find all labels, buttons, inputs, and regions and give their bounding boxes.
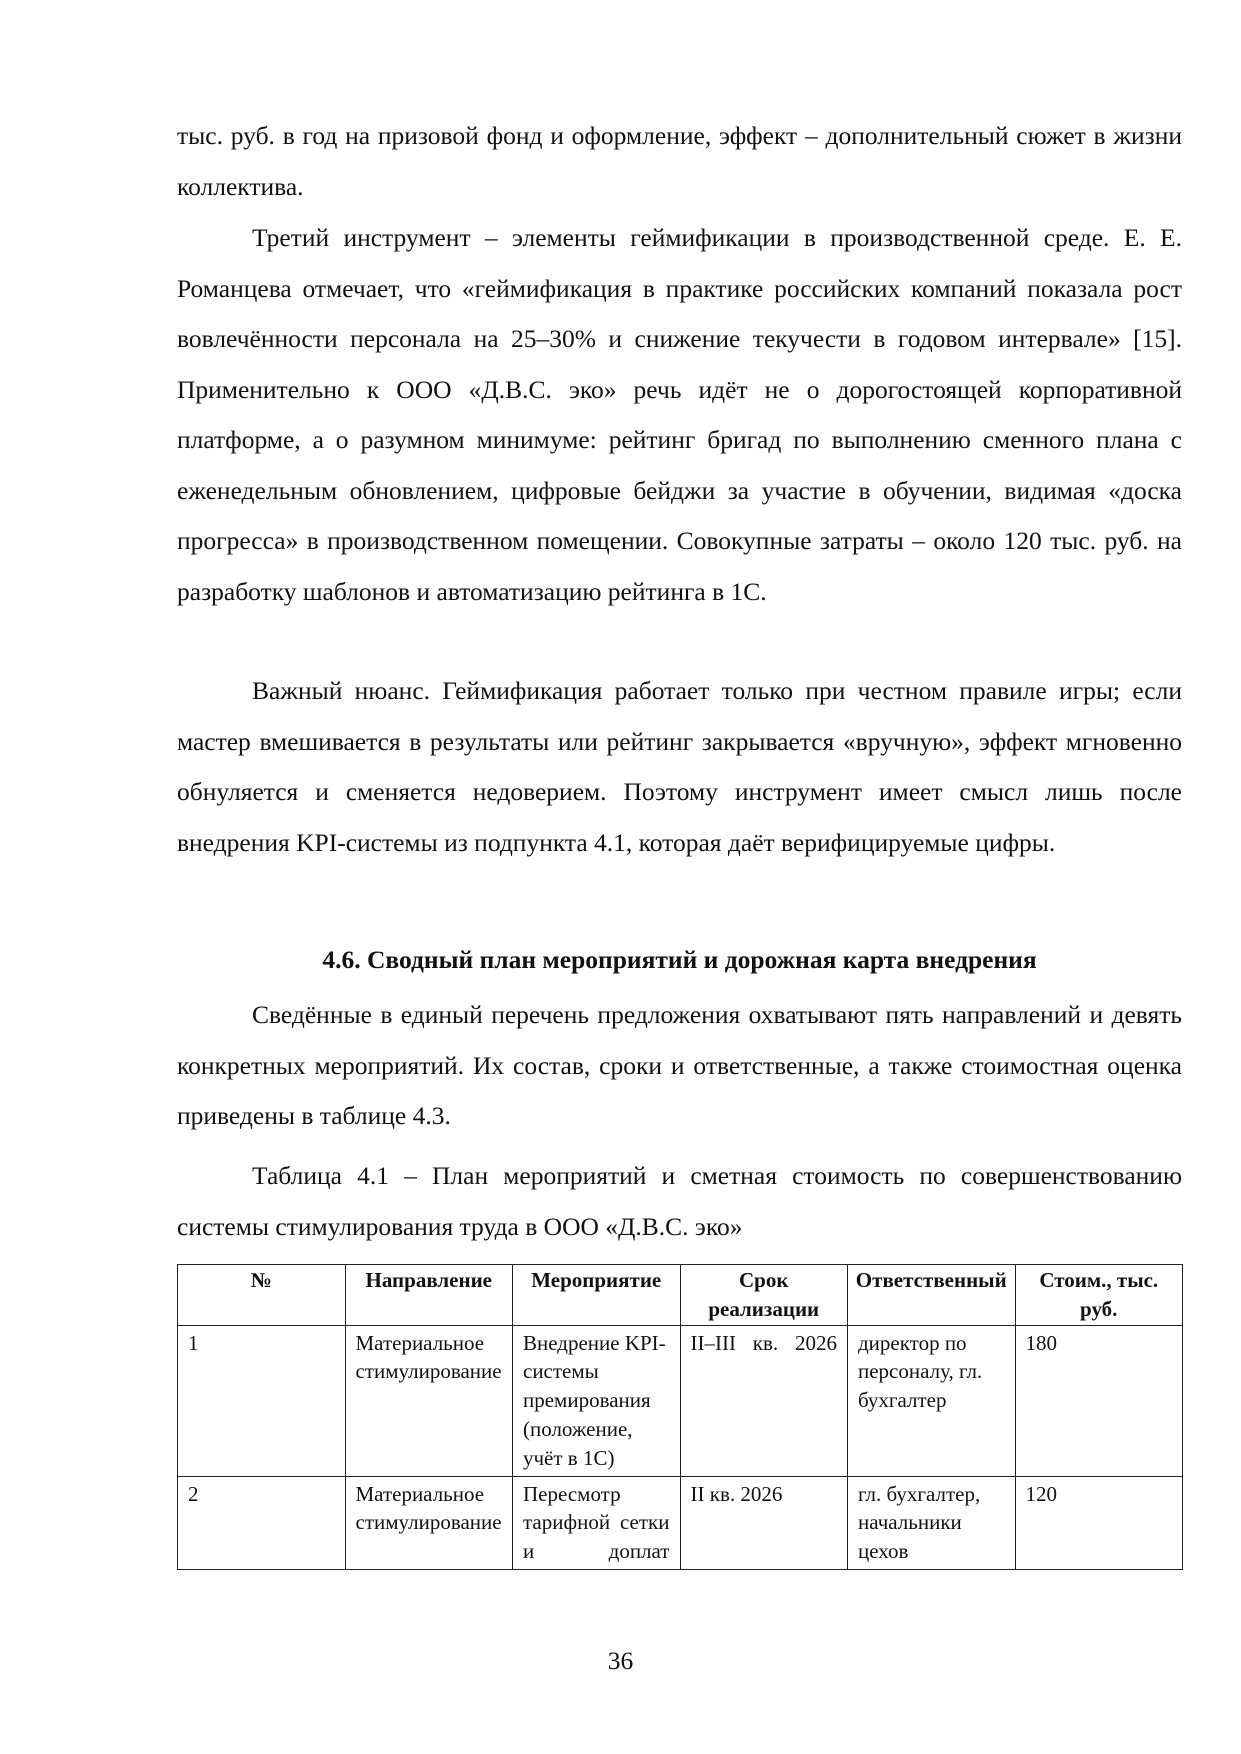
cell-cost: 180 <box>1015 1325 1183 1476</box>
table-row <box>178 1476 1183 1569</box>
paragraph-nuance <box>177 666 1182 868</box>
paragraph-text: Третий инструмент – элементы геймификации в производственной среде. Е. Е. Романцева отмечает, что «геймификация в практике российских компаний показала рост вовлечённости персонала на 25–30% и снижение текучести в годовом интервале» [15]. Применительно к ООО «Д.В.С. эко» речь идёт не о дорогостоящей корпоративной платформе, а о разумном минимуме: рейтинг бригад по выполнению сменного плана с еженедельным обновлением, цифровые бейджи за участие в обучении, видимая «доска прогресса» в производственном помещении. Совокупные затраты – около 120 тыс. руб. на разработку шаблонов и автоматизацию рейтинга в 1С. <box>177 223 1182 606</box>
cell-deadline: II–III кв. 2026 <box>680 1325 848 1476</box>
header-number: № <box>178 1265 346 1326</box>
header-deadline: Срок реализации <box>680 1265 848 1326</box>
cell-measure: Внедрение KPI-системы премирования (положение, учёт в 1С) <box>513 1325 681 1476</box>
cell-cost: 120 <box>1015 1476 1183 1569</box>
paragraph-summary <box>177 990 1182 1142</box>
cell-direction: Материальное стимулирование <box>345 1325 513 1476</box>
paragraph-text: тыс. руб. в год на призовой фонд и оформление, эффект – дополнительный сюжет в жизни коллектива. <box>177 121 1182 201</box>
table-row <box>178 1325 1183 1476</box>
cell-measure: Пересмотр тарифной сетки и доплат <box>513 1476 681 1569</box>
table-caption-text: Таблица 4.1 – План мероприятий и сметная стоимость по совершенствованию системы стимулирования труда в ООО «Д.В.С. эко» <box>177 1161 1182 1241</box>
header-responsible: Ответственный <box>848 1265 1016 1326</box>
cell-number: 2 <box>178 1476 346 1569</box>
paragraph-text: Важный нюанс. Геймификация работает только при честном правиле игры; если мастер вмешивается в результаты или рейтинг закрывается «вручную», эффект мгновенно обнуляется и сменяется недоверием. Поэтому инструмент имеет смысл лишь после внедрения KPI-системы из подпункта 4.1, которая даёт верифицируемые цифры. <box>177 676 1182 857</box>
cell-number: 1 <box>178 1325 346 1476</box>
page-number: 36 <box>607 1646 634 1675</box>
section-title: 4.6. Сводный план мероприятий и дорожная карта внедрения <box>322 945 1037 974</box>
measures-plan-table <box>177 1264 1183 1570</box>
cell-responsible: гл. бухгалтер, начальники цехов <box>848 1476 1016 1569</box>
cell-deadline: II кв. 2026 <box>680 1476 848 1569</box>
paragraph-text: Сведённые в единый перечень предложения охватывают пять направлений и девять конкретных мероприятий. Их состав, сроки и ответственные, а также стоимостная оценка приведены в таблице 4.3. <box>177 1000 1182 1130</box>
header-direction: Направление <box>345 1265 513 1326</box>
cell-direction: Материальное стимулирование <box>345 1476 513 1569</box>
table-caption <box>177 1151 1182 1252</box>
header-measure: Мероприятие <box>513 1265 681 1326</box>
cell-responsible: директор по персоналу, гл. бухгалтер <box>848 1325 1016 1476</box>
paragraph-continuation <box>177 111 1182 212</box>
header-cost: Стоим., тыс. руб. <box>1015 1265 1183 1326</box>
paragraph-gamification <box>177 213 1182 617</box>
table-header-row <box>178 1265 1183 1326</box>
